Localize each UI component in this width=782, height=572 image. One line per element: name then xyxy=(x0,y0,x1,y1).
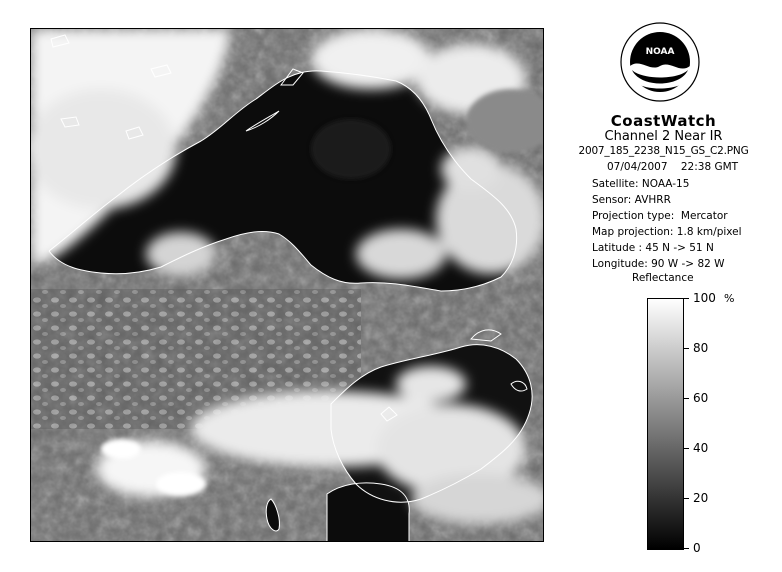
colorbar-tick-label: 0 xyxy=(693,541,701,555)
logo-text: NOAA xyxy=(645,47,675,57)
filename-label: 2007_185_2238_N15_GS_C2.PNG xyxy=(578,145,749,157)
app-title: CoastWatch xyxy=(610,112,717,130)
legend-title: Reflectance xyxy=(632,272,694,284)
channel-label: Channel 2 Near IR xyxy=(604,129,723,144)
colorbar-tick-label: 100 xyxy=(693,291,716,305)
colorbar-tick xyxy=(683,498,689,499)
map-projection-label: Map projection: 1.8 km/pixel xyxy=(592,226,742,238)
colorbar-tick-label: 60 xyxy=(693,391,709,405)
colorbar-tick xyxy=(683,348,689,349)
satellite-image[interactable] xyxy=(30,28,544,542)
reflectance-colorbar xyxy=(647,298,684,550)
latitude-label: Latitude : 45 N -> 51 N xyxy=(592,242,714,254)
colorbar-tick xyxy=(683,448,689,449)
colorbar-tick-label: 80 xyxy=(693,341,709,355)
colorbar-tick xyxy=(683,298,689,299)
colorbar-tick xyxy=(683,548,689,549)
datetime-label: 07/04/2007 22:38 GMT xyxy=(607,161,739,173)
legend-unit: % xyxy=(724,292,735,305)
satellite-label: Satellite: NOAA-15 xyxy=(592,178,690,190)
sensor-label: Sensor: AVHRR xyxy=(592,194,671,206)
longitude-label: Longitude: 90 W -> 82 W xyxy=(592,258,725,270)
colorbar-tick-label: 20 xyxy=(693,491,709,505)
satellite-map xyxy=(31,29,543,541)
colorbar-tick xyxy=(683,398,689,399)
noaa-logo xyxy=(620,22,700,102)
projection-type-label: Projection type: Mercator xyxy=(592,210,728,222)
colorbar-tick-label: 40 xyxy=(693,441,709,455)
